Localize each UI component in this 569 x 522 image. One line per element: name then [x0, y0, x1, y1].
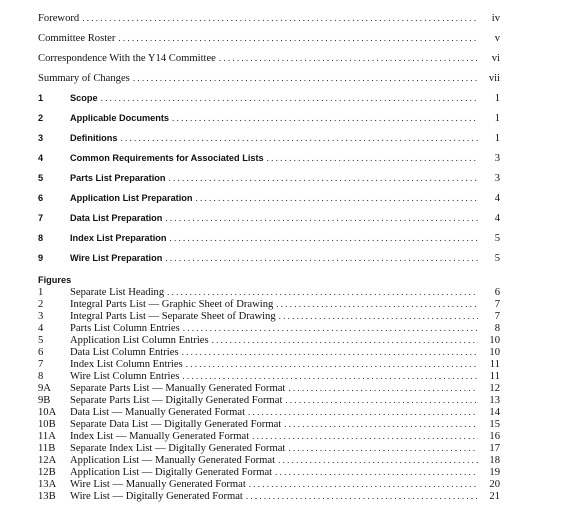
figure-number: 4 [38, 323, 44, 334]
figure-page: 14 [489, 407, 500, 418]
section-title: Definitions [70, 133, 118, 143]
figure-number: 9B [38, 395, 51, 406]
figure-number: 6 [38, 347, 44, 358]
dot-leader [288, 383, 478, 393]
toc-section-7[interactable] [38, 213, 500, 227]
figure-page: 10 [489, 335, 500, 346]
toc-entry-correspondence[interactable] [38, 53, 500, 67]
dot-leader [182, 371, 478, 381]
dot-leader [120, 133, 478, 143]
section-title: Common Requirements for Associated Lists [70, 153, 264, 163]
figure-page: 17 [489, 443, 500, 454]
dot-leader [183, 323, 478, 333]
section-page: 3 [494, 153, 500, 164]
figure-page: 13 [489, 395, 500, 406]
toc-section-1[interactable] [38, 93, 500, 107]
figure-title: Application List — Manually Generated Format [70, 455, 276, 466]
toc-section-9[interactable] [38, 253, 500, 267]
toc-entry-title: Summary of Changes [38, 73, 130, 84]
dot-leader [285, 395, 478, 405]
dot-leader [172, 113, 478, 123]
figures-heading: Figures [38, 275, 72, 285]
section-number: 9 [38, 253, 44, 263]
figure-number: 11A [38, 431, 56, 442]
figure-page: 11 [489, 359, 500, 370]
section-title: Wire List Preparation [70, 253, 163, 263]
dot-leader [182, 347, 478, 357]
dot-leader [212, 335, 478, 345]
dot-leader [82, 13, 478, 23]
figure-title: Separate Index List — Digitally Generated Format [70, 443, 286, 454]
figure-number: 12A [38, 455, 57, 466]
figure-number: 10A [38, 407, 57, 418]
section-number: 2 [38, 113, 44, 123]
dot-leader [252, 431, 478, 441]
figure-number: 10B [38, 419, 56, 430]
figure-number: 11B [38, 443, 56, 454]
dot-leader [288, 443, 478, 453]
dot-leader [168, 173, 478, 183]
section-number: 4 [38, 153, 44, 163]
figure-title: Separate Data List — Digitally Generated Format [70, 419, 282, 430]
dot-leader [170, 233, 479, 243]
section-title: Index List Preparation [70, 233, 167, 243]
section-page: 1 [494, 133, 500, 144]
dot-leader [167, 287, 478, 297]
dot-leader [249, 479, 478, 489]
figure-title: Parts List Column Entries [70, 323, 180, 334]
section-page: 5 [494, 253, 500, 264]
figure-number: 13A [38, 479, 57, 490]
figure-title: Index List — Manually Generated Format [70, 431, 250, 442]
toc-entry-foreword[interactable] [38, 13, 500, 27]
dot-leader [186, 359, 478, 369]
toc-entry-summary-of-changes[interactable] [38, 73, 500, 87]
figure-page: 7 [494, 299, 500, 310]
figure-title: Data List Column Entries [70, 347, 179, 358]
dot-leader [275, 467, 478, 477]
toc-section-8[interactable] [38, 233, 500, 247]
figure-title: Separate Parts List — Digitally Generated Format [70, 395, 283, 406]
toc-entry-page: vii [488, 73, 500, 84]
figure-page: 12 [489, 383, 500, 394]
dot-leader [276, 299, 478, 309]
section-number: 3 [38, 133, 44, 143]
section-title: Scope [70, 93, 98, 103]
toc-section-2[interactable] [38, 113, 500, 127]
dot-leader [248, 407, 478, 417]
dot-leader [118, 33, 478, 43]
toc-section-4[interactable] [38, 153, 500, 167]
toc-section-5[interactable] [38, 173, 500, 187]
figure-page: 7 [494, 311, 500, 322]
dot-leader [165, 213, 478, 223]
figure-number: 1 [38, 287, 44, 298]
section-number: 7 [38, 213, 44, 223]
dot-leader [101, 93, 478, 103]
dot-leader [165, 253, 478, 263]
section-page: 1 [494, 113, 500, 124]
figure-title: Application List Column Entries [70, 335, 209, 346]
figure-page: 21 [489, 491, 500, 502]
figure-title: Integral Parts List — Separate Sheet of Drawing [70, 311, 276, 322]
figure-number: 9A [38, 383, 51, 394]
figure-title: Application List — Digitally Generated Format [70, 467, 273, 478]
figure-number: 5 [38, 335, 44, 346]
dot-leader [279, 311, 478, 321]
figure-page: 18 [489, 455, 500, 466]
section-page: 5 [494, 233, 500, 244]
figure-page: 20 [489, 479, 500, 490]
figure-title: Index List Column Entries [70, 359, 183, 370]
dot-leader [219, 53, 478, 63]
figure-page: 10 [489, 347, 500, 358]
figure-page: 11 [489, 371, 500, 382]
section-page: 4 [494, 193, 500, 204]
section-number: 5 [38, 173, 44, 183]
toc-section-6[interactable] [38, 193, 500, 207]
section-title: Applicable Documents [70, 113, 170, 123]
figure-page: 6 [494, 287, 500, 298]
dot-leader [284, 419, 478, 429]
figure-title: Wire List — Digitally Generated Format [70, 491, 243, 502]
figure-title: Wire List Column Entries [70, 371, 180, 382]
section-number: 6 [38, 193, 44, 203]
figure-title: Separate Parts List — Manually Generated Format [70, 383, 286, 394]
toc-entry-title: Foreword [38, 13, 80, 24]
figure-title: Wire List — Manually Generated Format [70, 479, 246, 490]
figure-number: 7 [38, 359, 44, 370]
figure-number: 13B [38, 491, 56, 502]
toc-entry-page: v [494, 33, 500, 44]
figure-page: 15 [489, 419, 500, 430]
dot-leader [267, 153, 478, 163]
dot-leader [278, 455, 478, 465]
toc-entry-title: Correspondence With the Y14 Committee [38, 53, 216, 64]
figure-number: 2 [38, 299, 44, 310]
toc-section-3[interactable] [38, 133, 500, 147]
figure-page: 16 [489, 431, 500, 442]
toc-entry-page: vi [491, 53, 500, 64]
section-number: 8 [38, 233, 44, 243]
section-page: 1 [494, 93, 500, 104]
section-page: 3 [494, 173, 500, 184]
section-title: Application List Preparation [70, 193, 193, 203]
toc-entry-page: iv [491, 13, 500, 24]
dot-leader [133, 73, 478, 83]
section-number: 1 [38, 93, 44, 103]
figure-page: 8 [494, 323, 500, 334]
figure-number: 3 [38, 311, 44, 322]
section-title: Parts List Preparation [70, 173, 166, 183]
dot-leader [246, 491, 478, 501]
toc-entry-title: Committee Roster [38, 33, 116, 44]
figure-number: 8 [38, 371, 44, 382]
figure-title: Separate List Heading [70, 287, 165, 298]
dot-leader [196, 193, 478, 203]
figure-page: 19 [489, 467, 500, 478]
section-page: 4 [494, 213, 500, 224]
toc-entry-committee-roster[interactable] [38, 33, 500, 47]
figure-title: Data List — Manually Generated Format [70, 407, 246, 418]
figure-number: 12B [38, 467, 56, 478]
section-title: Data List Preparation [70, 213, 163, 223]
toc-figure-13b[interactable] [38, 491, 500, 505]
figure-title: Integral Parts List — Graphic Sheet of Drawing [70, 299, 274, 310]
